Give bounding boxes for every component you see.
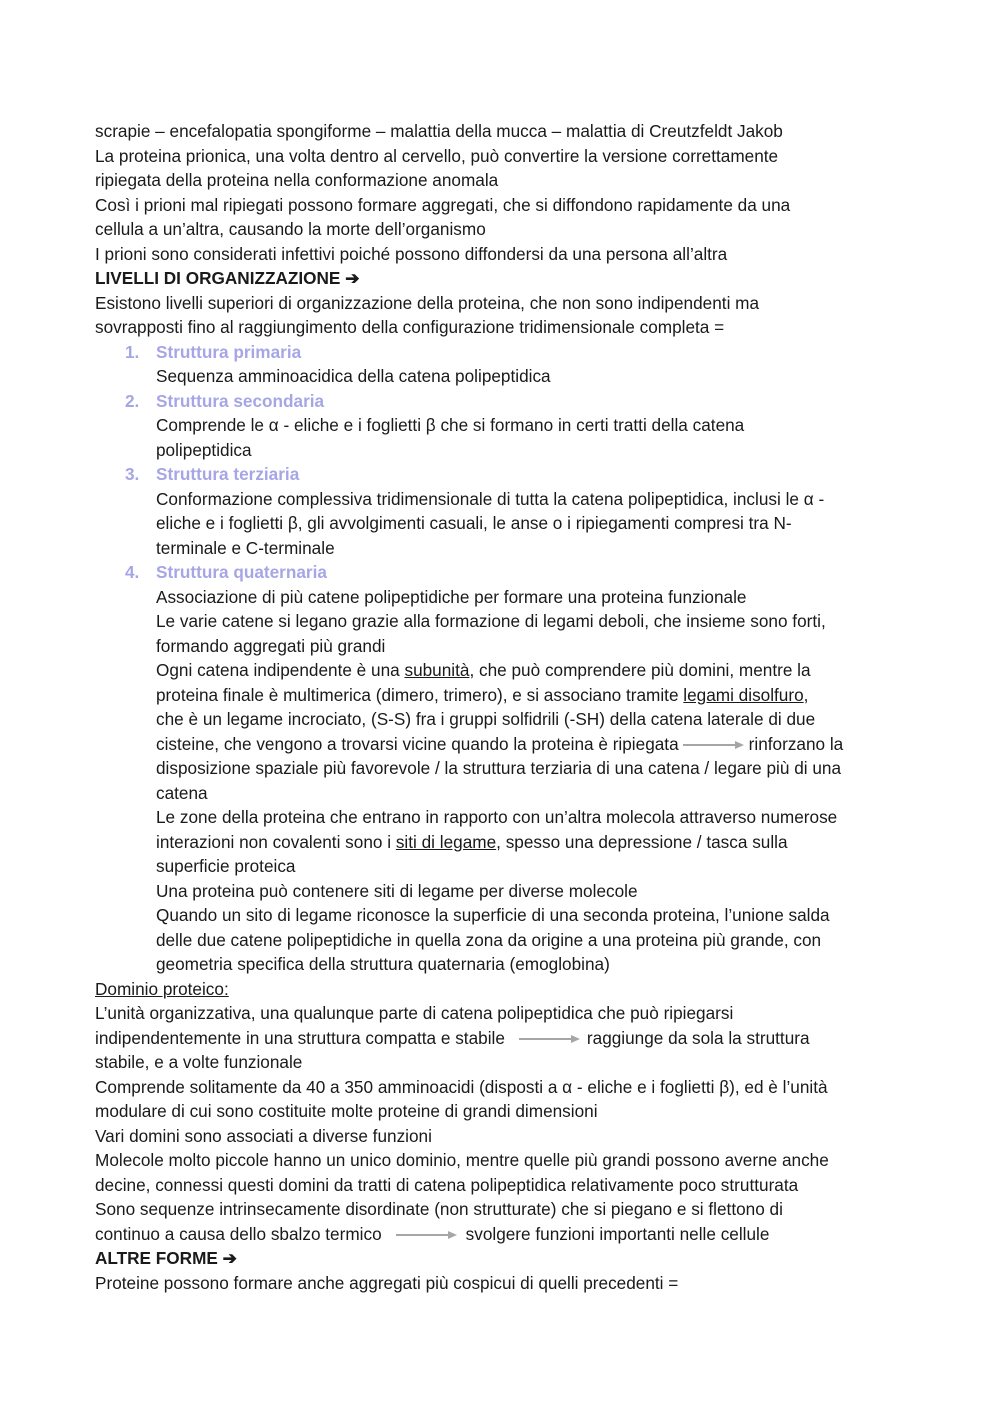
right-arrow-icon: ➔ <box>222 1248 238 1268</box>
quaternaria-line: Quando un sito di legame riconosce la superficie di una seconda proteina, l’unione salda <box>156 905 830 925</box>
list-item-title-text: Struttura terziaria <box>156 464 300 484</box>
long-right-arrow-icon <box>396 1230 458 1240</box>
text-span: proteina finale è multimerica (dimero, trimero), e si associano tramite <box>156 684 684 705</box>
dominio-line: Sono sequenze intrinsecamente disordinate (non strutturate) che si piegano e si flettono di <box>95 1199 783 1219</box>
livelli-line: Esistono livelli superiori di organizzazione della proteina, che non sono indipendenti ma <box>95 292 760 313</box>
list-item-number: 2. <box>125 390 140 411</box>
livelli-heading-text: LIVELLI DI ORGANIZZAZIONE <box>95 268 341 288</box>
quaternaria-line: superficie proteica <box>156 856 296 876</box>
text-span: raggiunge da sola la struttura <box>586 1027 810 1048</box>
list-item-line: Comprende le α - eliche e i foglietti β che si formano in certi tratti della catena <box>156 415 745 435</box>
dominio-line: stabile, e a volte funzionale <box>95 1052 303 1072</box>
text-span: Ogni catena indipendente è una <box>156 660 405 680</box>
text-span: continuo a causa dello sbalzo termico <box>95 1223 382 1244</box>
underlined-term: subunità <box>404 660 470 680</box>
list-item-line: Conformazione complessiva tridimensionale di tutta la catena polipeptidica, inclusi le α - <box>156 488 825 509</box>
intro-line: ripiegata della proteina nella conformazione anomala <box>95 170 499 190</box>
list-item-title <box>95 340 915 365</box>
long-right-arrow-icon <box>683 740 745 750</box>
quaternaria-line <box>95 732 915 757</box>
dominio-line: decine, connessi questi domini da tratti di catena polipeptidica relativamente poco strutturata <box>95 1174 799 1195</box>
list-item-title <box>95 389 915 414</box>
quaternaria-line <box>95 830 915 855</box>
intro-line: Così i prioni mal ripiegati possono formare aggregati, che si diffondono rapidamente da una <box>95 194 791 215</box>
dominio-line: Vari domini sono associati a diverse funzioni <box>95 1125 432 1146</box>
dominio-line: L’unità organizzativa, una qualunque parte di catena polipeptidica che può ripiegarsi <box>95 1003 734 1023</box>
quaternaria-line <box>95 683 915 708</box>
list-item-line: Associazione di più catene polipeptidiche per formare una proteina funzionale <box>156 586 747 607</box>
list-item-line: Le varie catene si legano grazie alla formazione di legami deboli, che insieme sono forti, <box>156 611 826 631</box>
intro-line: I prioni sono considerati infettivi poiché possono diffondersi da una persona all’altra <box>95 243 728 264</box>
dominio-heading: Dominio proteico: <box>95 978 229 999</box>
long-right-arrow-icon <box>519 1034 581 1044</box>
list-item-line: Sequenza amminoacidica della catena polipeptidica <box>156 366 551 386</box>
quaternaria-line: catena <box>156 782 208 803</box>
dominio-line: modulare di cui sono costituite molte proteine di grandi dimensioni <box>95 1101 598 1121</box>
list-item-line: terminale e C-terminale <box>156 537 335 558</box>
altre-heading-text: ALTRE FORME <box>95 1248 218 1268</box>
list-item-number: 4. <box>125 562 140 582</box>
list-item-line: eliche e i foglietti β, gli avvolgimenti casuali, le anse o i ripiegamenti compresi tra N- <box>156 513 792 533</box>
quaternaria-line <box>95 658 915 683</box>
list-item-title <box>95 560 915 585</box>
intro-line: cellula a un’altra, causando la morte dell’organismo <box>95 219 486 239</box>
quaternaria-line: delle due catene polipeptidiche in quella zona da origine a una proteina più grande, con <box>156 929 822 950</box>
text-span: rinforzano la <box>748 733 844 754</box>
intro-line: La proteina prionica, una volta dentro al cervello, può convertire la versione correttamente <box>95 145 779 166</box>
dominio-line: Comprende solitamente da 40 a 350 amminoacidi (disposti a α - eliche e i foglietti β), ed è l’unità <box>95 1076 828 1097</box>
text-span: cisteine, che vengono a trovarsi vicine quando la proteina è ripiegata <box>156 733 679 754</box>
document-page <box>95 119 915 1295</box>
livelli-heading <box>95 266 915 291</box>
quaternaria-line: Una proteina può contenere siti di legame per diverse molecole <box>156 880 638 901</box>
list-item-number: 3. <box>125 464 140 484</box>
text-span: , <box>803 684 809 705</box>
dominio-line <box>95 1026 915 1051</box>
text-span: indipendentemente in una struttura compatta e stabile <box>95 1027 505 1048</box>
quaternaria-line: disposizione spaziale più favorevole / la struttura terziaria di una catena / legare più di una <box>156 758 842 778</box>
livelli-line: sovrapposti fino al raggiungimento della configurazione tridimensionale completa = <box>95 317 725 337</box>
text-span: , spesso una depressione / tasca sulla <box>496 831 788 852</box>
list-item-title <box>95 462 915 487</box>
underlined-term: siti di legame <box>395 831 497 852</box>
list-item-number: 1. <box>125 341 140 362</box>
list-item-line: polipeptidica <box>156 439 252 460</box>
quaternaria-line: che è un legame incrociato, (S-S) fra i gruppi solfidrili (-SH) della catena laterale di due <box>156 709 816 729</box>
text-span: , che può comprendere più domini, mentre la <box>469 660 811 680</box>
altre-heading <box>95 1246 915 1271</box>
dominio-line <box>95 1222 915 1247</box>
quaternaria-line: geometria specifica della struttura quaternaria (emoglobina) <box>156 954 610 974</box>
quaternaria-line: Le zone della proteina che entrano in rapporto con un’altra molecola attraverso numerose <box>156 807 838 827</box>
list-item-title-text: Struttura quaternaria <box>156 562 327 582</box>
list-item-title-text: Struttura secondaria <box>156 390 325 411</box>
list-item-title-text: Struttura primaria <box>156 341 302 362</box>
underlined-term: legami disolfuro <box>683 684 804 705</box>
right-arrow-icon: ➔ <box>345 268 360 288</box>
dominio-line: Molecole molto piccole hanno un unico dominio, mentre quelle più grandi possono averne anche <box>95 1150 829 1170</box>
list-item-line: formando aggregati più grandi <box>156 635 386 656</box>
text-span: svolgere funzioni importanti nelle cellule <box>465 1223 770 1244</box>
altre-line: Proteine possono formare anche aggregati più cospicui di quelli precedenti = <box>95 1272 679 1293</box>
text-span: interazioni non covalenti sono i <box>156 831 396 852</box>
intro-line: scrapie – encefalopatia spongiforme – malattia della mucca – malattia di Creutzfeldt Jakob <box>95 121 783 141</box>
